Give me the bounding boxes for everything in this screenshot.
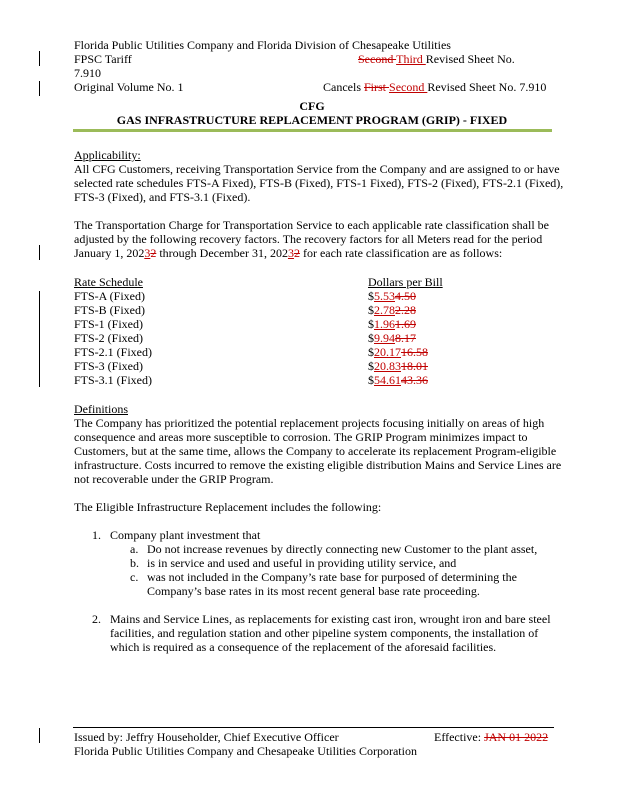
item2-text: Mains and Service Lines, as replacements for existing cast iron, wrought iron and bare steel facilities, and regulation station and other pipeline system components, the installation of which is required as a consequence of the replacement of the aforesaid facilities. xyxy=(110,612,551,654)
footer-company: Florida Public Utilities Company and Chesapeake Utilities Corporation xyxy=(74,744,417,758)
rate-value-inserted: 20.83 xyxy=(374,359,401,373)
cancels-deleted: First xyxy=(364,80,390,94)
currency-symbol: $ xyxy=(368,331,374,345)
rate-value-inserted: 1.96 xyxy=(374,317,395,331)
item1-number: 1. xyxy=(92,528,101,542)
revision-bar xyxy=(39,728,40,743)
rate-row-name: FTS-3.1 (Fixed) xyxy=(74,373,152,387)
header-tariff-label: FPSC Tariff xyxy=(74,52,132,66)
footer-rule xyxy=(73,727,554,728)
rate-value-inserted: 54.61 xyxy=(374,373,401,387)
rate-row-name: FTS-2 (Fixed) xyxy=(74,331,143,345)
rate-value-deleted: 8.17 xyxy=(395,331,416,345)
sub-item-a-text: Do not increase revenues by directly connecting new Customer to the plant asset, xyxy=(147,542,538,556)
footer-issued-by: Issued by: Jeffry Householder, Chief Executive Officer xyxy=(74,730,339,744)
rate-row-value xyxy=(368,345,428,359)
effective-date-deleted: JAN 01 2022 xyxy=(484,730,549,744)
definitions-text: The Company has prioritized the potential replacement projects focusing initially on areas of high consequence and areas more susceptible to corrosion. The GRIP Program minimizes impact to Customers, but at the same time, allows the Company to accelerate its replacement Program-eligible infrastructure. Costs incurred to remove the existing eligible distribution Mains and Service Lines are not recoverable under the GRIP Program. xyxy=(74,416,562,486)
footer-effective xyxy=(434,730,548,744)
year1-inserted: 3 xyxy=(144,246,151,260)
title-line2: GAS INFRASTRUCTURE REPLACEMENT PROGRAM (GRIP) - FIXED xyxy=(116,113,508,127)
header-company-line: Florida Public Utilities Company and Florida Division of Chesapeake Utilities xyxy=(74,38,451,52)
effective-label: Effective: xyxy=(434,730,485,744)
item2-number: 2. xyxy=(92,612,101,626)
rate-value-inserted: 5.53 xyxy=(374,289,395,303)
revision-bar xyxy=(39,291,40,387)
header-sheet-revision xyxy=(358,52,515,66)
rate-row-value xyxy=(368,359,428,373)
rate-row-value xyxy=(368,331,416,345)
rate-value-deleted: 1.69 xyxy=(395,317,416,331)
year2-inserted: 3 xyxy=(287,246,294,260)
sheet-suffix: Revised Sheet No. xyxy=(425,52,515,66)
rate-row-name: FTS-2.1 (Fixed) xyxy=(74,345,152,359)
transport-text-1: The Transportation Charge for Transportation Service to each applicable rate classification shall be adjusted by the following recovery factors. The recovery factors for all Meters read for the period January 1, 202 xyxy=(74,218,549,260)
currency-symbol: $ xyxy=(368,303,374,317)
rate-value-inserted: 2.78 xyxy=(374,303,395,317)
cancels-inserted: Second xyxy=(389,80,428,94)
cancels-suffix: Revised Sheet No. 7.910 xyxy=(427,80,547,94)
sub-item-c-text: was not included in the Company’s rate base for purposed of determining the Company’s base rates in its most recent general base rate proceeding. xyxy=(147,570,517,598)
sub-item-b-text: is in service and used and useful in providing utility service, and xyxy=(147,556,457,570)
rate-row-value xyxy=(368,317,416,331)
year1-deleted: 2 xyxy=(150,246,157,260)
rate-row-value xyxy=(368,373,428,387)
sheet-ordinal-inserted: Third xyxy=(396,52,426,66)
applicability-heading: Applicability: xyxy=(74,148,141,162)
rate-value-deleted: 18.01 xyxy=(401,359,428,373)
rate-value-deleted: 43.36 xyxy=(401,373,428,387)
item1-text: Company plant investment that xyxy=(110,528,261,542)
title-rule xyxy=(73,129,552,132)
cancels-prefix: Cancels xyxy=(323,80,364,94)
rate-row-value xyxy=(368,303,416,317)
transport-text-3: for each rate classification are as follows: xyxy=(299,246,503,260)
rate-value-inserted: 9.94 xyxy=(374,331,395,345)
revision-bar xyxy=(39,51,40,66)
sheet-ordinal-deleted: Second xyxy=(358,52,397,66)
transport-paragraph xyxy=(74,218,566,260)
definitions-heading: Definitions xyxy=(74,402,128,416)
rate-value-deleted: 16.58 xyxy=(401,345,428,359)
currency-symbol: $ xyxy=(368,289,374,303)
rate-row-name: FTS-1 (Fixed) xyxy=(74,317,143,331)
rate-row-value xyxy=(368,289,416,303)
rate-row-name: FTS-3 (Fixed) xyxy=(74,359,143,373)
rate-schedule-header: Rate Schedule xyxy=(74,275,143,289)
revision-bar xyxy=(39,245,40,260)
sub-item-a-letter: a. xyxy=(130,542,139,556)
rate-row-name: FTS-A (Fixed) xyxy=(74,289,146,303)
title-line1: CFG xyxy=(299,99,325,113)
year2-deleted: 2 xyxy=(293,246,300,260)
sub-item-c-letter: c. xyxy=(130,570,139,584)
eligible-intro: The Eligible Infrastructure Replacement includes the following: xyxy=(74,500,382,514)
currency-symbol: $ xyxy=(368,345,374,359)
applicability-text: All CFG Customers, receiving Transportation Service from the Company and are assigned to or have selected rate schedules FTS-A Fixed), FTS-B (Fixed), FTS-1 Fixed), FTS-2 (Fixed), FTS-2.1 (Fixed), FTS-3 (Fixed), and FTS-3.1 (Fixed). xyxy=(74,162,564,204)
revision-bar xyxy=(39,81,40,96)
rate-value-inserted: 20.17 xyxy=(374,345,401,359)
rate-value-deleted: 4.50 xyxy=(395,289,416,303)
sub-item-b-letter: b. xyxy=(130,556,139,570)
dollars-per-bill-header: Dollars per Bill xyxy=(368,275,443,289)
rate-row-name: FTS-B (Fixed) xyxy=(74,303,146,317)
header-cancels xyxy=(323,80,546,94)
transport-text-2: through December 31, 202 xyxy=(156,246,288,260)
rate-value-deleted: 2.28 xyxy=(395,303,416,317)
header-volume: Original Volume No. 1 xyxy=(74,80,184,94)
header-sheet-number: 7.910 xyxy=(74,66,101,80)
currency-symbol: $ xyxy=(368,317,374,331)
currency-symbol: $ xyxy=(368,373,374,387)
currency-symbol: $ xyxy=(368,359,374,373)
